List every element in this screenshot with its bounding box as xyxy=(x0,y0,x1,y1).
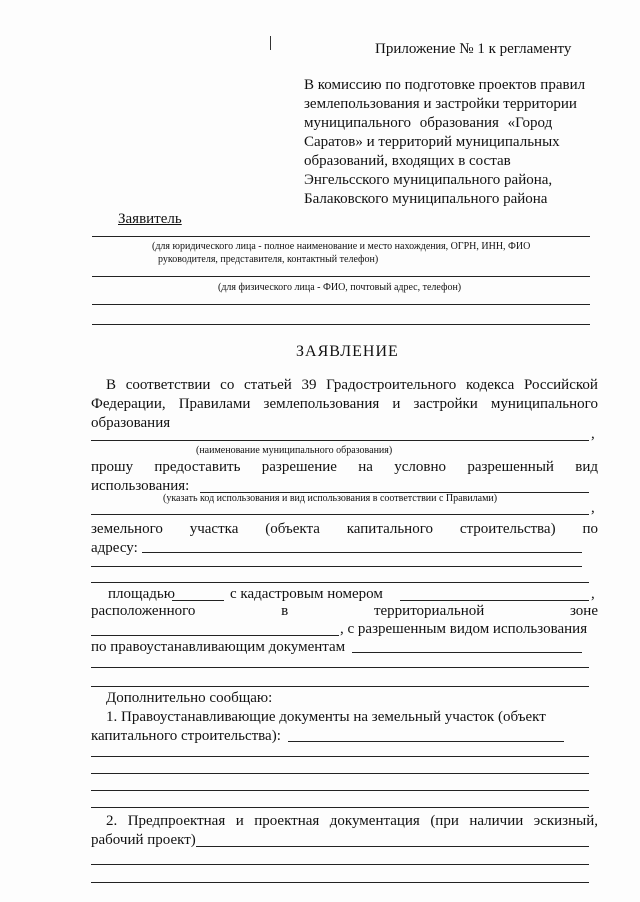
intro-line-3: образования xyxy=(91,415,171,431)
person-hint: (для физического лица - ФИО, почтовый адрес, телефон) xyxy=(218,282,462,293)
request-word: предоставить xyxy=(154,459,241,475)
item2-word: и xyxy=(235,813,244,829)
parcel-word: (объекта xyxy=(265,521,320,537)
item2-word: наличии xyxy=(469,813,524,829)
item2-line-2: рабочий проект) xyxy=(91,832,196,848)
municipality-field[interactable] xyxy=(91,440,589,441)
intro-word: 39 xyxy=(301,377,317,393)
appendix-note: Приложение № 1 к регламенту xyxy=(375,41,572,57)
addressee-line-4: Саратов» и территорий муниципальных xyxy=(304,134,560,150)
addressee-line-7: Балаковского муниципального района xyxy=(304,191,548,207)
item1-line-1: 1. Правоустанавливающие документы на земельный участок (объект xyxy=(106,709,546,725)
item2-word: 2. xyxy=(106,813,118,829)
item2-word: Предпроектная xyxy=(127,813,226,829)
item2-word: документация xyxy=(329,813,420,829)
addressee-line-3: муниципального образования «Город xyxy=(304,115,553,131)
item1-field-2[interactable] xyxy=(91,756,589,757)
cadastral-comma: , xyxy=(591,586,595,602)
by-document-label: по правоустанавливающим документам xyxy=(91,639,346,655)
item2-word: (при xyxy=(430,813,459,829)
address-label: адресу: xyxy=(91,540,138,556)
additional-label: Дополнительно сообщаю: xyxy=(106,690,273,706)
address-field-2[interactable] xyxy=(91,566,582,567)
request-word: разрешение xyxy=(261,459,337,475)
address-field[interactable] xyxy=(142,552,582,553)
item2-field-2[interactable] xyxy=(91,864,589,865)
address-field-3[interactable] xyxy=(91,582,589,583)
located-word: расположенного xyxy=(91,603,196,619)
located-word: зоне xyxy=(569,603,598,619)
parcel-word: земельного xyxy=(91,521,163,537)
item1-line-2: капитального строительства): xyxy=(91,728,281,744)
request-word: условно xyxy=(394,459,447,475)
addressee-line-6: Энгельсского муниципального района, xyxy=(304,172,553,188)
applicant-line-4[interactable] xyxy=(92,324,590,325)
intro-word: кодекса xyxy=(466,377,515,393)
area-field[interactable] xyxy=(172,600,224,601)
municipality-hint: (наименование муниципального образования) xyxy=(196,445,393,456)
request-line xyxy=(91,458,598,476)
legal-entity-hint-2: руководителя, представителя, контактный телефон) xyxy=(158,254,379,265)
request-word: на xyxy=(358,459,373,475)
applicant-line-3[interactable] xyxy=(92,304,590,305)
applicant-line-1[interactable] xyxy=(92,236,590,237)
addressee-line-2: землепользования и застройки территории xyxy=(304,96,577,112)
intro-word: Правилами xyxy=(178,396,251,412)
item1-field[interactable] xyxy=(288,741,564,742)
item2-field-3[interactable] xyxy=(91,882,589,883)
intro-word: В xyxy=(106,377,117,393)
intro-word: застройки xyxy=(413,396,478,412)
parcel-word: капитального xyxy=(346,521,433,537)
item2-word: проектная xyxy=(254,813,320,829)
intro-word: Федерации, xyxy=(91,396,166,412)
parcel-word: по xyxy=(582,521,598,537)
located-word: в xyxy=(281,603,289,619)
by-document-field-2[interactable] xyxy=(91,667,589,668)
item2-word: эскизный, xyxy=(533,813,598,829)
intro-word: со xyxy=(220,377,235,393)
item2-field[interactable] xyxy=(196,846,589,847)
intro-word: Градостроительного xyxy=(326,377,457,393)
legal-entity-hint-1: (для юридического лица - полное наименование и место нахождения, ОГРН, ИНН, ФИО xyxy=(152,241,531,252)
usage-label: использования: xyxy=(91,478,190,494)
usage-hint: (указать код использования и вид использования в соответствии с Правилами) xyxy=(163,493,498,504)
document-title: ЗАЯВЛЕНИЕ xyxy=(296,343,399,360)
intro-line-2 xyxy=(91,395,598,413)
request-word: прошу xyxy=(91,459,134,475)
usage-comma: , xyxy=(591,500,595,516)
by-document-field-3[interactable] xyxy=(91,686,589,687)
item1-field-5[interactable] xyxy=(91,807,589,808)
cadastral-field[interactable] xyxy=(400,600,589,601)
located-word: территориальной xyxy=(373,603,485,619)
parcel-line xyxy=(91,520,598,538)
item1-field-4[interactable] xyxy=(91,790,589,791)
parcel-word: участка xyxy=(189,521,239,537)
by-document-field[interactable] xyxy=(352,652,582,653)
intro-line-1 xyxy=(106,376,598,394)
permitted-use-label: , с разрешенным видом использования xyxy=(340,621,588,637)
applicant-line-2[interactable] xyxy=(92,276,590,277)
intro-word: соответствии xyxy=(125,377,211,393)
parcel-word: строительства) xyxy=(459,521,556,537)
scan-mark xyxy=(270,36,271,50)
intro-word: и xyxy=(392,396,401,412)
item2-line-1 xyxy=(106,812,598,830)
intro-word: статьей xyxy=(244,377,292,393)
cadastral-label: с кадастровым номером xyxy=(230,586,383,602)
zone-field[interactable] xyxy=(91,635,339,636)
municipality-comma: , xyxy=(591,426,595,442)
request-word: вид xyxy=(575,459,598,475)
request-word: разрешенный xyxy=(467,459,554,475)
area-label: площадью xyxy=(108,586,175,602)
applicant-label: Заявитель xyxy=(118,211,182,227)
item1-field-3[interactable] xyxy=(91,773,589,774)
located-line xyxy=(91,602,598,620)
intro-word: муниципального xyxy=(490,396,598,412)
intro-word: Российской xyxy=(523,377,598,393)
usage-field-2[interactable] xyxy=(91,514,589,515)
addressee-line-5: образований, входящих в состав xyxy=(304,153,511,169)
intro-word: землепользования xyxy=(263,396,380,412)
addressee-line-1: В комиссию по подготовке проектов правил xyxy=(304,77,586,93)
